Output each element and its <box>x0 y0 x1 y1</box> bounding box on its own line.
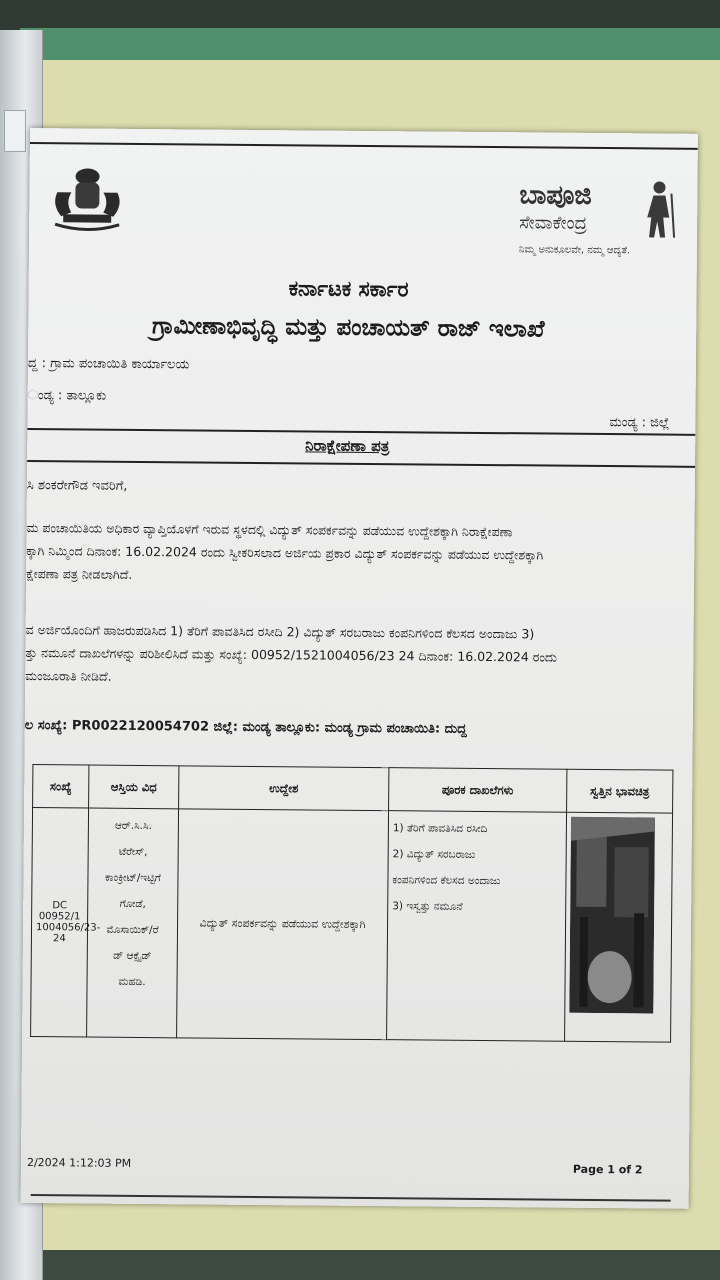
paragraph-1-line: ಮ ಪಂಚಾಯಿತಿಯ ಅಧಿಕಾರ ವ್ಯಾಪ್ತಿಯೊಳಗೆ ಇರುವ ಸ್ಥಳದಲ್ಲಿ ವಿದ್ಯುತ್ ಸಂಪರ್ಕವನ್ನು ಪಡೆಯುವ ಉದ್ದೇಶಕ್ಕಾಗಿ ನಿರಾಕ್ಷೇಪಣಾ <box>26 519 513 540</box>
property-type-line: ಕಾಂಕ್ರೀಟ್/ಇಟ್ಟಿಗೆ <box>104 871 161 885</box>
paragraph-2 <box>25 618 676 693</box>
department-title: ಗ್ರಾಮೀಣಾಭಿವೃದ್ಧಿ ಮತ್ತು ಪಂಚಾಯತ್ ರಾಜ್ ಇಲಾಖೆ <box>151 313 545 343</box>
document-item: 1) ತೆರಿಗೆ ಪಾವತಿಸಿದ ರಸೀದಿ <box>392 822 488 836</box>
walking-figure-icon <box>643 179 678 239</box>
document-item: 2) ವಿದ್ಯುತ್ ಸರಬರಾಜು <box>392 848 476 861</box>
header-property-type: ಆಸ್ತಿಯ ವಿಧ <box>89 765 179 809</box>
property-details-line: ಲ ಸಂಖ್ಯೆ: PR0022120054702 ಜಿಲ್ಲೆ: ಮಂಡ್ಯ ತಾಲ್ಲೂಕು: ಮಂಡ್ಯ ಗ್ರಾಮ ಪಂಚಾಯಿತಿ: ದುದ್ದ <box>24 717 467 737</box>
print-timestamp: 2/2024 1:12:03 PM <box>26 1156 132 1170</box>
subject-title: ನಿರಾಕ್ಷೇಪಣಾ ಪತ್ರ <box>305 436 390 456</box>
cell-number: DC 00952/1 1004056/23- 24 <box>31 808 89 1037</box>
paragraph-2-line: ತ್ತು ನಮೂನೆ ದಾಖಲೆಗಳನ್ನು ಪರಿಶೀಲಿಸಿದೆ ಮತ್ತು ಸಂಖ್ಯೆ: 00952/1521004056/23 24 ದಿನಾಂಕ: 16.02.2024 ರಂದು <box>25 644 558 665</box>
table-header-row <box>33 765 673 814</box>
cell-purpose: ವಿದ್ಯುತ್ ಸಂಪರ್ಕವನ್ನು ಪಡೆಯುವ ಉದ್ದೇಶಕ್ಕಾಗಿ <box>177 809 389 1040</box>
property-type-line: ಟೆರೇಸ್, <box>118 845 148 859</box>
table-row <box>31 808 673 1043</box>
office-line: ದ್ದ : ಗ್ರಾಮ ಪಂಚಾಯಿತಿ ಕಾರ್ಯಾಲಯ <box>27 355 190 373</box>
property-photo <box>569 817 655 1014</box>
government-title: ಕರ್ನಾಟಕ ಸರ್ಕಾರ <box>288 276 409 302</box>
property-type-line: ಡ್ ಆಕ್ಸೈಡ್ <box>113 949 152 963</box>
top-border <box>30 142 698 150</box>
cell-property-type <box>87 808 179 1038</box>
taluk-line: ಂಡ್ಯ : ತಾಲ್ಲೂಕು <box>27 387 107 404</box>
bapuji-seva-kendra-logo <box>519 172 680 263</box>
brand-name: ಬಾಪೂಜಿ <box>519 180 592 211</box>
district-line: ಮಂಡ್ಯ : ಜಿಲ್ಲೆ <box>609 415 670 431</box>
document-item: 3) ಇಸ್ವತ್ತು ನಮೂನೆ <box>392 900 463 913</box>
header-purpose: ಉದ್ದೇಶ <box>179 766 389 811</box>
header-photo: ಸ್ವತ್ತಿನ ಭಾವಚಿತ್ರ <box>567 769 673 813</box>
addressee: ಸಿ ಶಂಕರೇಗೌಡ ಇವರಿಗೆ, <box>26 477 128 494</box>
subject-divider <box>27 460 695 467</box>
property-type-line: ಆರ್.ಸಿ.ಸಿ. <box>114 819 152 833</box>
cell-documents <box>387 811 567 1042</box>
paragraph-2-line: ವ ಅರ್ಜಿಯೊಂದಿಗೆ ಹಾಜರುಪಡಿಸಿದ 1) ತೆರಿಗೆ ಪಾವತಿಸಿದ ರಸೀದಿ 2) ವಿದ್ಯುತ್ ಸರಬರಾಜು ಕಂಪನಿಗಳಿಂದ ಕೆಲಸದ ಅಂದಾಜು 3) <box>25 621 535 642</box>
header-number: ಸಂಖ್ಯೆ <box>33 765 89 808</box>
document-item: ಕಂಪನಿಗಳಿಂದ ಕೆಲಸದ ಅಂದಾಜು <box>392 874 501 888</box>
karnataka-emblem-icon <box>47 162 128 233</box>
brand-subtitle: ಸೇವಾಕೇಂದ್ರ <box>519 212 588 234</box>
binder-tab <box>4 110 26 152</box>
property-type-line: ಗೋಡೆ, <box>119 897 146 911</box>
property-type-line: ಮಹಡಿ. <box>118 975 146 989</box>
paragraph-1-line: ಕ್ಷೇಪಣಾ ಪತ್ರ ನೀಡಲಾಗಿದೆ. <box>26 565 133 582</box>
paragraph-1-line: ಕ್ಕಾಗಿ ನಿಮ್ಮಿಂದ ದಿನಾಂಕ: 16.02.2024 ರಂದು ಸ್ವೀಕರಿಸಲಾದ ಅರ್ಜಿಯ ಪ್ರಕಾರ ವಿದ್ಯುತ್ ಸಂಪರ್ಕವನ್ನು ಪಡೆಯುವ ಉದ್ದೇಶಕ್ಕಾಗಿ <box>26 542 544 563</box>
brand-tagline: ನಿಮ್ಮ ಅನುಕೂಲವೇ, ನಮ್ಮ ಆದ್ಯತೆ. <box>518 244 631 257</box>
paragraph-2-line: ಮಂಜೂರಾತಿ ನೀಡಿದೆ. <box>25 667 112 684</box>
paragraph-1 <box>26 516 677 591</box>
header-documents: ಪೂರಕ ದಾಖಲೆಗಳು <box>389 768 567 813</box>
property-type-line: ಮೊಸಾಯಿಕ್/ರೆ <box>106 923 159 937</box>
details-table <box>30 764 673 1043</box>
bottom-border <box>31 1194 671 1202</box>
certificate-page <box>21 128 698 1209</box>
page-number: Page 1 of 2 <box>572 1162 643 1177</box>
cell-photo <box>565 812 673 1042</box>
